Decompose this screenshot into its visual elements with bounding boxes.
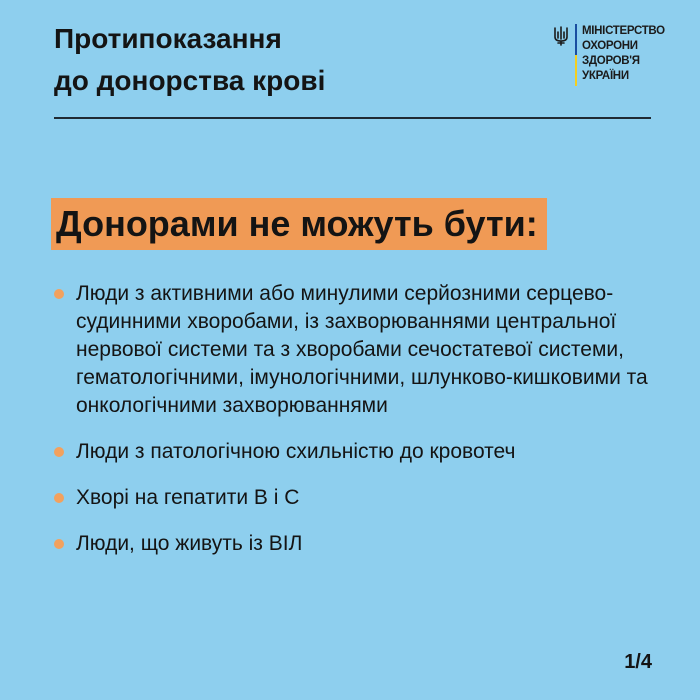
list-item xyxy=(54,484,664,512)
logo-line-4: УКРАЇНИ xyxy=(582,70,629,82)
header-divider xyxy=(54,117,651,119)
bullet-icon xyxy=(54,539,64,549)
bullet-icon xyxy=(54,289,64,299)
logo-line-2: ОХОРОНИ xyxy=(582,40,638,52)
logo-divider xyxy=(575,24,577,86)
list-item-text: Люди, що живуть із ВІЛ xyxy=(76,532,303,555)
list-item-text: Хворі на гепатити В і С xyxy=(76,486,300,509)
trident-icon xyxy=(553,26,569,46)
contraindications-list xyxy=(54,280,664,576)
ministry-logo xyxy=(553,24,665,86)
logo-line-1: МІНІСТЕРСТВО xyxy=(582,25,665,37)
list-item-text: Люди з активними або минулими серйозними серцево-судинними хворобами, із захворюваннями центральної нервової системи та з хворобами сечостатевої системи, гематологічними, імунологічними, шлунково-кишковими та онкологічними захворюваннями xyxy=(76,282,648,417)
bullet-icon xyxy=(54,493,64,503)
list-item xyxy=(54,280,664,420)
bullet-icon xyxy=(54,447,64,457)
section-heading: Донорами не можуть бути: xyxy=(51,198,547,250)
logo-text xyxy=(582,24,665,84)
list-item xyxy=(54,438,664,466)
page-title xyxy=(54,18,325,102)
list-item xyxy=(54,530,664,558)
title-line-2: до донорства крові xyxy=(54,65,326,96)
logo-line-3: ЗДОРОВ'Я xyxy=(582,55,640,67)
page-indicator: 1/4 xyxy=(624,651,652,673)
list-item-text: Люди з патологічною схильністю до кровотеч xyxy=(76,440,516,463)
title-line-1: Протипоказання xyxy=(54,23,282,54)
